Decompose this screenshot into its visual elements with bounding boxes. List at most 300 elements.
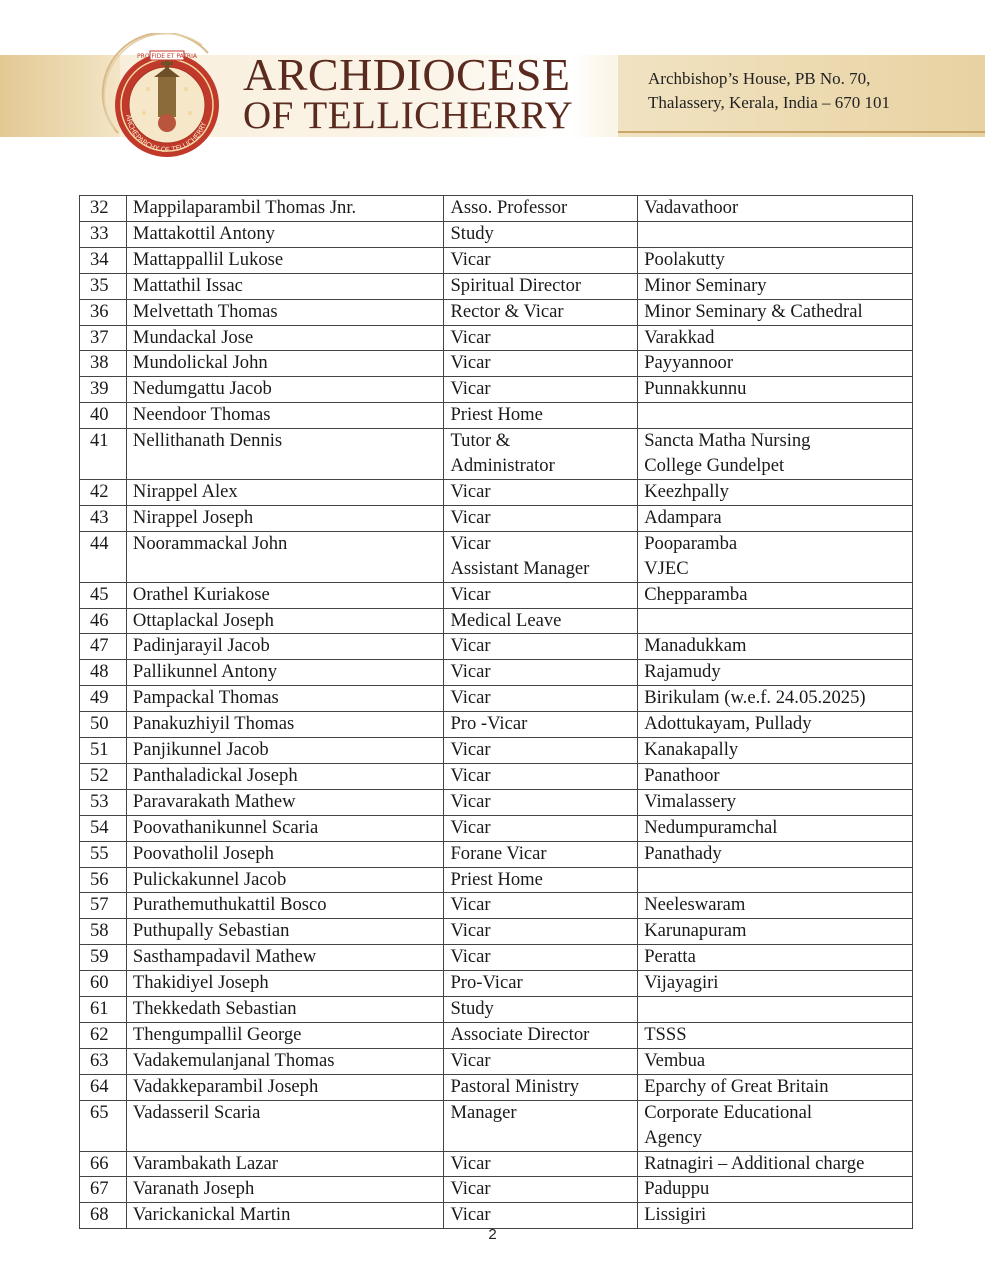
priest-name-cell-text: Nirappel Joseph (132, 506, 254, 528)
posting-cell-text: Pooparamba (644, 532, 738, 554)
priest-name-cell-text: Padinjarayil Jacob (132, 635, 270, 657)
table-row (80, 712, 913, 738)
priest-name-cell (126, 1177, 444, 1203)
table-row (80, 377, 913, 403)
designation-cell (444, 325, 638, 351)
priest-name-cell (126, 247, 444, 273)
address-line1: Archbishop’s House, PB No. 70, (648, 69, 871, 88)
designation-cell-text: Administrator (450, 455, 555, 477)
serial-number-cell-text: 54 (90, 816, 109, 838)
posting-cell-text: Karunapuram (644, 920, 747, 942)
posting-cell (638, 403, 913, 429)
priest-name-cell (126, 221, 444, 247)
posting-cell-text: Adampara (644, 506, 722, 528)
serial-number-cell-text: 45 (90, 583, 109, 605)
designation-cell-text: Manager (450, 1101, 517, 1123)
posting-cell (638, 1048, 913, 1074)
designation-cell-text: Rector & Vicar (450, 300, 564, 322)
designation-cell-text: Vicar (450, 506, 491, 528)
serial-number-cell-text: 43 (90, 506, 109, 528)
designation-cell-text: Vicar (450, 790, 491, 812)
serial-number-cell-text: 64 (90, 1075, 109, 1097)
designation-cell (444, 1151, 638, 1177)
serial-number-cell-text: 35 (90, 274, 109, 296)
posting-cell (638, 351, 913, 377)
priest-name-cell-text: Melvettath Thomas (132, 300, 278, 322)
posting-cell-text: Payyannoor (644, 352, 734, 374)
serial-number-cell (80, 660, 127, 686)
serial-number-cell-text: 38 (90, 352, 109, 374)
serial-number-cell (80, 1177, 127, 1203)
serial-number-cell (80, 1100, 127, 1151)
priest-name-cell (126, 1203, 444, 1229)
table-row (80, 1023, 913, 1049)
archdiocese-seal-icon (98, 33, 236, 161)
priest-name-cell (126, 815, 444, 841)
serial-number-cell (80, 351, 127, 377)
org-title-line2: OF TELLICHERRY (243, 94, 574, 137)
posting-cell (638, 505, 913, 531)
priest-name-cell-text: Mappilaparambil Thomas Jnr. (132, 197, 357, 218)
designation-cell (444, 247, 638, 273)
posting-cell (638, 1151, 913, 1177)
designation-cell-text: Priest Home (450, 868, 543, 890)
table-row (80, 1100, 913, 1151)
priest-name-cell (126, 429, 444, 480)
designation-cell (444, 841, 638, 867)
priest-name-cell-text: Sasthampadavil Mathew (132, 946, 317, 968)
priest-name-cell (126, 893, 444, 919)
designation-cell (444, 660, 638, 686)
table-row (80, 660, 913, 686)
serial-number-cell-text: 36 (90, 300, 109, 322)
designation-cell (444, 608, 638, 634)
posting-cell-text: Rajamudy (644, 661, 721, 683)
posting-cell (638, 660, 913, 686)
serial-number-cell-text: 37 (90, 326, 109, 348)
posting-cell-text: Peratta (644, 946, 696, 968)
priest-name-cell (126, 403, 444, 429)
serial-number-cell (80, 634, 127, 660)
posting-cell (638, 1023, 913, 1049)
designation-cell (444, 789, 638, 815)
posting-cell (638, 919, 913, 945)
designation-cell (444, 351, 638, 377)
posting-cell (638, 763, 913, 789)
priest-name-cell-text: Neendoor Thomas (132, 404, 271, 426)
serial-number-cell (80, 815, 127, 841)
posting-cell (638, 712, 913, 738)
priest-name-cell (126, 867, 444, 893)
serial-number-cell-text: 51 (90, 739, 109, 761)
priest-name-cell-text: Ottaplackal Joseph (132, 609, 274, 631)
priest-name-cell (126, 1023, 444, 1049)
priest-name-cell (126, 660, 444, 686)
posting-cell-text: Manadukkam (644, 635, 747, 657)
designation-cell (444, 1177, 638, 1203)
serial-number-cell-text: 49 (90, 687, 109, 709)
priest-name-cell-text: Thekkedath Sebastian (132, 998, 297, 1020)
serial-number-cell-text: 44 (90, 532, 109, 554)
designation-cell (444, 919, 638, 945)
serial-number-cell-text: 34 (90, 248, 109, 270)
designation-cell (444, 429, 638, 480)
page-number: 2 (488, 1226, 497, 1243)
priest-name-cell (126, 712, 444, 738)
posting-cell (638, 479, 913, 505)
priest-name-cell-text: Varambakath Lazar (132, 1152, 278, 1174)
priest-name-cell-text: Panjikunnel Jacob (132, 739, 269, 761)
posting-cell-text: Keezhpally (644, 480, 729, 502)
seal-ring-text: ARCHEPARCHY OF TELLICHERRY (124, 114, 209, 155)
serial-number-cell-text: 60 (90, 972, 109, 994)
serial-number-cell (80, 686, 127, 712)
serial-number-cell (80, 1203, 127, 1229)
serial-number-cell (80, 377, 127, 403)
posting-cell-text: Corporate Educational (644, 1101, 813, 1123)
posting-cell-text: Vembua (644, 1049, 706, 1071)
priest-name-cell-text: Mattathil Issac (132, 274, 243, 296)
table-row (80, 196, 913, 222)
designation-cell-text: Vicar (450, 480, 491, 502)
priest-name-cell-text: Nedumgattu Jacob (132, 378, 272, 400)
serial-number-cell-text: 33 (90, 222, 109, 244)
priest-name-cell-text: Vadasseril Scaria (132, 1101, 261, 1123)
designation-cell-text: Vicar (450, 1204, 491, 1226)
letterhead (0, 0, 985, 170)
table-row (80, 945, 913, 971)
priest-name-cell (126, 1100, 444, 1151)
table-row (80, 738, 913, 764)
serial-number-cell (80, 196, 127, 222)
table-row (80, 763, 913, 789)
designation-cell (444, 582, 638, 608)
serial-number-cell (80, 531, 127, 582)
designation-cell-text: Study (450, 222, 494, 244)
serial-number-cell-text: 66 (90, 1152, 109, 1174)
priest-name-cell-text: Orathel Kuriakose (132, 583, 270, 605)
designation-cell-text: Vicar (450, 352, 491, 374)
priest-name-cell-text: Mattappallil Lukose (132, 248, 284, 270)
designation-cell-text: Pastoral Ministry (450, 1075, 580, 1097)
serial-number-cell-text: 59 (90, 946, 109, 968)
table-row (80, 505, 913, 531)
posting-cell-text: Panathady (644, 842, 722, 864)
designation-cell (444, 377, 638, 403)
posting-cell (638, 841, 913, 867)
designation-cell (444, 815, 638, 841)
designation-cell-text: Vicar (450, 1152, 491, 1174)
posting-cell (638, 377, 913, 403)
priest-name-cell-text: Varickanickal Martin (132, 1204, 291, 1226)
posting-cell-text: Agency (644, 1126, 703, 1148)
serial-number-cell-text: 56 (90, 868, 109, 890)
serial-number-cell (80, 763, 127, 789)
table-row (80, 299, 913, 325)
posting-cell (638, 196, 913, 222)
posting-cell-text: VJEC (644, 557, 689, 579)
priest-name-cell (126, 997, 444, 1023)
posting-cell-text: Paduppu (644, 1178, 710, 1200)
priest-name-cell (126, 634, 444, 660)
serial-number-cell-text: 58 (90, 920, 109, 942)
serial-number-cell (80, 971, 127, 997)
priest-name-cell (126, 1048, 444, 1074)
serial-number-cell (80, 429, 127, 480)
priest-name-cell (126, 608, 444, 634)
designation-cell (444, 1023, 638, 1049)
designation-cell-text: Vicar (450, 248, 491, 270)
priest-name-cell-text: Vadakemulanjanal Thomas (132, 1049, 335, 1071)
serial-number-cell (80, 919, 127, 945)
posting-cell-text: Birikulam (w.e.f. 24.05.2025) (644, 687, 866, 709)
serial-number-cell (80, 738, 127, 764)
priest-name-cell (126, 945, 444, 971)
designation-cell-text: Vicar (450, 739, 491, 761)
serial-number-cell (80, 403, 127, 429)
serial-number-cell-text: 62 (90, 1024, 109, 1045)
priest-name-cell-text: Puthupally Sebastian (132, 920, 290, 942)
posting-cell-text: Ratnagiri – Additional charge (644, 1152, 865, 1174)
designation-cell-text: Vicar (450, 816, 491, 838)
table-row (80, 1048, 913, 1074)
posting-cell (638, 789, 913, 815)
priest-name-cell-text: Noorammackal John (132, 532, 288, 554)
priest-name-cell-text: Poovathanikunnel Scaria (132, 816, 319, 838)
priest-name-cell-text: Nirappel Alex (132, 480, 238, 502)
table-row (80, 247, 913, 273)
designation-cell (444, 505, 638, 531)
serial-number-cell-text: 65 (90, 1101, 109, 1123)
posting-cell-text: Vadavathoor (644, 197, 739, 218)
designation-cell-text: Tutor & (450, 430, 511, 452)
priest-name-cell-text: Pallikunnel Antony (132, 661, 278, 683)
designation-cell-text: Vicar (450, 661, 491, 683)
designation-cell-text: Vicar (450, 1178, 491, 1200)
posting-cell (638, 429, 913, 480)
table-row (80, 608, 913, 634)
posting-cell-text: Adottukayam, Pullady (644, 713, 812, 735)
designation-cell-text: Vicar (450, 532, 491, 554)
serial-number-cell-text: 47 (90, 635, 109, 657)
designation-cell (444, 971, 638, 997)
table-row (80, 841, 913, 867)
table-row (80, 997, 913, 1023)
posting-cell-text: Minor Seminary & Cathedral (644, 300, 863, 322)
designation-cell-text: Vicar (450, 583, 491, 605)
table-row (80, 479, 913, 505)
serial-number-cell (80, 945, 127, 971)
priest-name-cell-text: Panakuzhiyil Thomas (132, 713, 295, 735)
priest-name-cell-text: Thengumpallil George (132, 1024, 302, 1045)
table-row (80, 582, 913, 608)
posting-cell-text: Vijayagiri (644, 972, 719, 994)
designation-cell-text: Medical Leave (450, 609, 562, 631)
serial-number-cell-text: 52 (90, 764, 109, 786)
posting-cell-text: Minor Seminary (644, 274, 767, 296)
serial-number-cell-text: 41 (90, 430, 109, 452)
designation-cell-text: Study (450, 998, 494, 1020)
designation-cell-text: Vicar (450, 1049, 491, 1071)
serial-number-cell (80, 867, 127, 893)
designation-cell-text: Spiritual Director (450, 274, 582, 296)
priest-name-cell-text: Mattakottil Antony (132, 222, 275, 244)
designation-cell-text: Associate Director (450, 1024, 590, 1045)
designation-cell (444, 479, 638, 505)
priest-name-cell-text: Mundolickal John (132, 352, 268, 374)
table-row (80, 403, 913, 429)
designation-cell (444, 531, 638, 582)
serial-number-cell (80, 1023, 127, 1049)
table-row (80, 789, 913, 815)
serial-number-cell (80, 325, 127, 351)
table-row (80, 919, 913, 945)
table-row (80, 429, 913, 480)
table-row (80, 867, 913, 893)
posting-cell-text: Sancta Matha Nursing (644, 430, 811, 452)
serial-number-cell (80, 247, 127, 273)
posting-cell (638, 1074, 913, 1100)
serial-number-cell-text: 53 (90, 790, 109, 812)
clergy-assignments-table (79, 195, 913, 1229)
designation-cell (444, 997, 638, 1023)
posting-cell (638, 971, 913, 997)
serial-number-cell-text: 68 (90, 1204, 109, 1226)
designation-cell (444, 273, 638, 299)
posting-cell-text: Varakkad (644, 326, 715, 348)
table-row (80, 273, 913, 299)
priest-name-cell-text: Varanath Joseph (132, 1178, 255, 1200)
priest-name-cell-text: Purathemuthukattil Bosco (132, 894, 327, 916)
designation-cell-text: Vicar (450, 326, 491, 348)
serial-number-cell-text: 57 (90, 894, 109, 916)
designation-cell-text: Forane Vicar (450, 842, 547, 864)
priest-name-cell-text: Vadakkeparambil Joseph (132, 1075, 319, 1097)
priest-name-cell (126, 789, 444, 815)
serial-number-cell (80, 505, 127, 531)
serial-number-cell (80, 1074, 127, 1100)
posting-cell (638, 945, 913, 971)
priest-name-cell (126, 299, 444, 325)
designation-cell (444, 403, 638, 429)
designation-cell-text: Pro-Vicar (450, 972, 523, 994)
priest-name-cell (126, 1074, 444, 1100)
priest-name-cell (126, 763, 444, 789)
table-row (80, 893, 913, 919)
posting-cell-text: Nedumpuramchal (644, 816, 778, 838)
table-row (80, 325, 913, 351)
posting-cell (638, 247, 913, 273)
posting-cell (638, 893, 913, 919)
designation-cell (444, 712, 638, 738)
serial-number-cell-text: 46 (90, 609, 109, 631)
designation-cell-text: Vicar (450, 946, 491, 968)
serial-number-cell-text: 55 (90, 842, 109, 864)
priest-name-cell (126, 686, 444, 712)
designation-cell-text: Assistant Manager (450, 557, 590, 579)
priest-name-cell-text: Panthaladickal Joseph (132, 764, 298, 786)
designation-cell-text: Asso. Professor (450, 197, 568, 218)
designation-cell-text: Vicar (450, 894, 491, 916)
posting-cell (638, 634, 913, 660)
designation-cell (444, 634, 638, 660)
posting-cell-text: Kanakapally (644, 739, 739, 761)
posting-cell (638, 531, 913, 582)
posting-cell-text: Poolakutty (644, 248, 725, 270)
serial-number-cell (80, 273, 127, 299)
priest-name-cell (126, 273, 444, 299)
serial-number-cell (80, 479, 127, 505)
posting-cell-text: Chepparamba (644, 583, 748, 605)
designation-cell-text: Vicar (450, 764, 491, 786)
priest-name-cell-text: Pulickakunnel Jacob (132, 868, 287, 890)
posting-cell-text: Eparchy of Great Britain (644, 1075, 829, 1097)
serial-number-cell-text: 32 (90, 197, 109, 218)
posting-cell-text: Vimalassery (644, 790, 737, 812)
priest-name-cell (126, 919, 444, 945)
designation-cell (444, 738, 638, 764)
table-row (80, 1203, 913, 1229)
priest-name-cell (126, 531, 444, 582)
table-row (80, 1074, 913, 1100)
priest-name-cell-text: Thakidiyel Joseph (132, 972, 269, 994)
serial-number-cell-text: 40 (90, 404, 109, 426)
posting-cell (638, 299, 913, 325)
posting-cell (638, 608, 913, 634)
designation-cell (444, 1048, 638, 1074)
designation-cell-text: Priest Home (450, 404, 543, 426)
serial-number-cell (80, 893, 127, 919)
serial-number-cell-text: 61 (90, 998, 109, 1020)
posting-cell (638, 221, 913, 247)
posting-cell (638, 867, 913, 893)
designation-cell (444, 686, 638, 712)
serial-number-cell (80, 221, 127, 247)
posting-cell (638, 815, 913, 841)
serial-number-cell (80, 582, 127, 608)
posting-cell (638, 1203, 913, 1229)
designation-cell-text: Vicar (450, 920, 491, 942)
table-row (80, 221, 913, 247)
serial-number-cell-text: 63 (90, 1049, 109, 1071)
priest-name-cell (126, 582, 444, 608)
designation-cell-text: Vicar (450, 378, 491, 400)
posting-cell (638, 1100, 913, 1151)
posting-cell (638, 1177, 913, 1203)
priest-name-cell-text: Poovatholil Joseph (132, 842, 274, 864)
designation-cell-text: Pro -Vicar (450, 713, 528, 735)
designation-cell (444, 299, 638, 325)
priest-name-cell (126, 738, 444, 764)
designation-cell (444, 945, 638, 971)
designation-cell (444, 893, 638, 919)
priest-name-cell (126, 1151, 444, 1177)
priest-name-cell (126, 479, 444, 505)
serial-number-cell (80, 712, 127, 738)
header-rule (618, 131, 985, 133)
serial-number-cell (80, 299, 127, 325)
posting-cell-text: Lissigiri (644, 1204, 707, 1226)
serial-number-cell-text: 39 (90, 378, 109, 400)
serial-number-cell (80, 1151, 127, 1177)
priest-name-cell (126, 377, 444, 403)
posting-cell (638, 686, 913, 712)
table-row (80, 1177, 913, 1203)
priest-name-cell-text: Mundackal Jose (132, 326, 254, 348)
serial-number-cell (80, 789, 127, 815)
seal-banner-text: PRO FIDE ET PATRIA (137, 53, 197, 60)
serial-number-cell (80, 608, 127, 634)
